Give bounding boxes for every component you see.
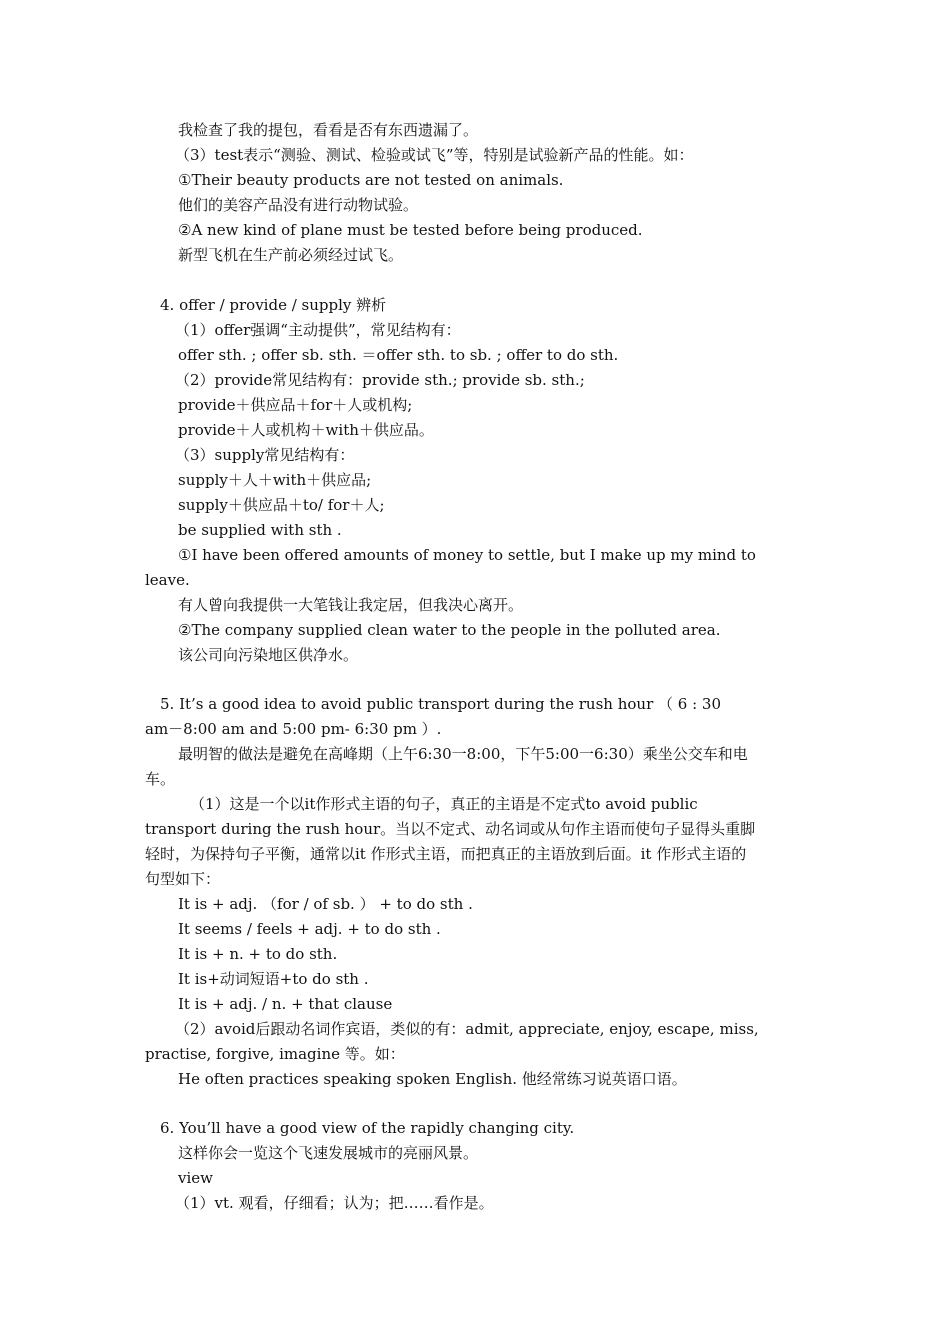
structure-line: supply＋供应品＋to/ for＋人; [178, 496, 385, 514]
example-sentence: ①Their beauty products are not tested on animals. [178, 171, 564, 189]
structure-line: supply＋人＋with＋供应品; [178, 471, 372, 489]
explanation-text: （2）provide常见结构有：provide sth.; provide sb. sth.; [175, 371, 585, 389]
translation-text: 这样你会一览这个飞速发展城市的亮丽风景。 [178, 1144, 479, 1162]
example-sentence: ②A new kind of plane must be tested before being produced. [178, 221, 643, 239]
explanation-text: （3）test表示“测验、测试、检验或试飞”等，特别是试验新产品的性能。如： [175, 146, 694, 164]
pattern-line: It is+动词短语+to do sth . [178, 970, 369, 988]
translation-text-continued: 车。 [145, 770, 176, 788]
section-heading: 5. It’s a good idea to avoid public transport during the rush hour （ 6 : 30 [160, 695, 721, 713]
explanation-text: 句型如下： [145, 870, 221, 888]
pattern-line: It seems / feels + adj. + to do sth . [178, 920, 441, 938]
explanation-text: （1）vt. 观看，仔细看；认为；把……看作是。 [175, 1194, 494, 1212]
translation-text: 该公司向污染地区供净水。 [178, 646, 359, 664]
structure-line: provide＋供应品＋for＋人或机构; [178, 396, 413, 414]
example-sentence-continued: leave. [145, 571, 190, 589]
explanation-text: （3）supply常见结构有： [175, 446, 355, 464]
explanation-text: practise, forgive, imagine 等。如： [145, 1045, 405, 1063]
translation-text: 有人曾向我提供一大笔钱让我定居，但我决心离开。 [178, 596, 524, 614]
section-heading-continued: am－8:00 am and 5:00 pm- 6:30 pm ）. [145, 720, 442, 738]
structure-line: offer sth. ; offer sb. sth. ＝offer sth. to sb. ; offer to do sth. [178, 346, 619, 364]
example-sentence: ②The company supplied clean water to the people in the polluted area. [178, 621, 721, 639]
example-sentence: He often practices speaking spoken English. 他经常练习说英语口语。 [178, 1070, 687, 1088]
section-heading: 4. offer / provide / supply 辨析 [160, 296, 387, 314]
section-heading: 6. You’ll have a good view of the rapidly changing city. [160, 1119, 575, 1137]
structure-line: provide＋人或机构＋with＋供应品。 [178, 421, 434, 439]
explanation-text: （1）这是一个以it作形式主语的句子，真正的主语是不定式to avoid public [190, 795, 698, 813]
explanation-text: （2）avoid后跟动名词作宾语，类似的有：admit, appreciate, enjoy, escape, miss, [175, 1020, 759, 1038]
structure-line: be supplied with sth . [178, 521, 342, 539]
explanation-text: （1）offer强调“主动提供”，常见结构有： [175, 321, 461, 339]
example-sentence: ①I have been offered amounts of money to settle, but I make up my mind to [178, 546, 756, 564]
translation-text: 新型飞机在生产前必须经过试飞。 [178, 246, 404, 264]
translation-text: 最明智的做法是避免在高峰期（上午6:30一8:00，下午5:00一6:30）乘坐公交车和电 [178, 745, 748, 763]
vocabulary-word: view [178, 1169, 213, 1187]
explanation-text: 轻时，为保持句子平衡，通常以it 作形式主语，而把真正的主语放到后面。it 作形式主语的 [145, 845, 747, 863]
translation-text: 他们的美容产品没有进行动物试验。 [178, 196, 419, 214]
translation-text: 我检查了我的提包，看看是否有东西遗漏了。 [178, 121, 479, 139]
pattern-line: It is + n. + to do sth. [178, 945, 338, 963]
pattern-line: It is + adj. （for / of sb. ） + to do sth . [178, 895, 473, 913]
pattern-line: It is + adj. / n. + that clause [178, 995, 393, 1013]
explanation-text: transport during the rush hour。当以不定式、动名词或从句作主语而使句子显得头重脚 [145, 820, 756, 838]
